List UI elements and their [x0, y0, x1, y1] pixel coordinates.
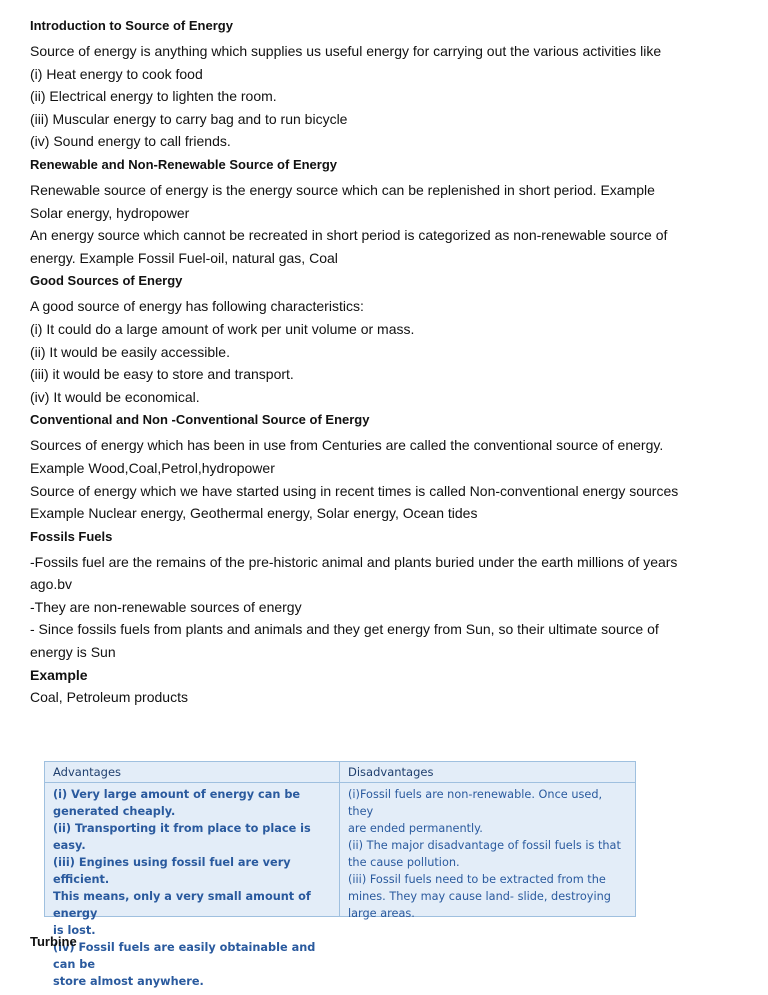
paragraph-line: -They are non-renewable sources of energy — [30, 598, 302, 615]
paragraph-line: Renewable source of energy is the energy source which can be replenished in short period. Example — [30, 181, 655, 198]
example-text: Coal, Petroleum products — [30, 689, 188, 706]
paragraph-line: A good source of energy has following characteristics: — [30, 298, 364, 315]
example-label: Example — [30, 666, 88, 683]
paragraph-line: -Fossils fuel are the remains of the pre-historic animal and plants buried under the earth millions of years — [30, 553, 678, 570]
section-heading-intro: Introduction to Source of Energy — [30, 18, 233, 33]
section-heading-renewable: Renewable and Non-Renewable Source of Energy — [30, 156, 338, 172]
paragraph-line: (ii) Electrical energy to lighten the room. — [30, 88, 277, 105]
disadvantages-header: Disadvantages — [340, 765, 635, 783]
section-heading-turbine: Turbine — [30, 934, 77, 949]
document-body — [30, 14, 742, 709]
paragraph-line: energy is Sun — [30, 644, 116, 661]
paragraph-line: Sources of energy which has been in use from Centuries are called the conventional source of energy. — [30, 437, 664, 454]
paragraph-line: (i) Heat energy to cook food — [30, 65, 203, 82]
disadvantages-column — [340, 762, 635, 920]
paragraph-line: (iii) Muscular energy to carry bag and to run bicycle — [30, 110, 348, 127]
section-heading-conventional: Conventional and Non -Conventional Source of Energy — [30, 412, 370, 428]
paragraph-line: Solar energy, hydropower — [30, 204, 190, 221]
paragraph-line: (ii) It would be easily accessible. — [30, 343, 230, 360]
paragraph-line: (iv) Sound energy to call friends. — [30, 133, 231, 150]
paragraph-line: (i) It could do a large amount of work per unit volume or mass. — [30, 320, 415, 337]
section-heading-good-sources: Good Sources of Energy — [30, 273, 183, 289]
paragraph-line: (iii) it would be easy to store and transport. — [30, 366, 294, 383]
paragraph-line: - Since fossils fuels from plants and animals and they get energy from Sun, so their ultimate source of — [30, 621, 659, 638]
paragraph-line: Example Wood,Coal,Petrol,hydropower — [30, 459, 275, 476]
paragraph-line: ago.bv — [30, 576, 73, 593]
paragraph-line: Source of energy is anything which supplies us useful energy for carrying out the various activities like — [30, 43, 662, 59]
advantages-header: Advantages — [45, 765, 339, 783]
disadvantages-cell: (i)Fossil fuels are non-renewable. Once used, they are ended permanently. (ii) The major disadvantage of fossil fuels is that the cause pollution. (iii) Fossil fuels need to be extracted from the mines. They may cause land- slide, destroying large areas. — [348, 788, 621, 920]
advantages-cell: (i) Very large amount of energy can be generated cheaply. (ii) Transporting it from place to place is easy. (iii) Engines using fossil fuel are very efficient. This means, only a very small amount of energy is lost. (iv) Fossil fuels are easily obtainable and can be store almost anywhere. — [53, 788, 316, 988]
paragraph-line: Source of energy which we have started using in recent times is called Non-conventional energy sources — [30, 482, 679, 499]
section-heading-fossil-fuels: Fossils Fuels — [30, 528, 113, 544]
paragraph-line: energy. Example Fossil Fuel-oil, natural gas, Coal — [30, 249, 338, 266]
paragraph-line: An energy source which cannot be recreated in short period is categorized as non-renewable source of — [30, 227, 668, 244]
paragraph-line: (iv) It would be economical. — [30, 388, 200, 405]
paragraph-line: Example Nuclear energy, Geothermal energy, Solar energy, Ocean tides — [30, 505, 478, 522]
